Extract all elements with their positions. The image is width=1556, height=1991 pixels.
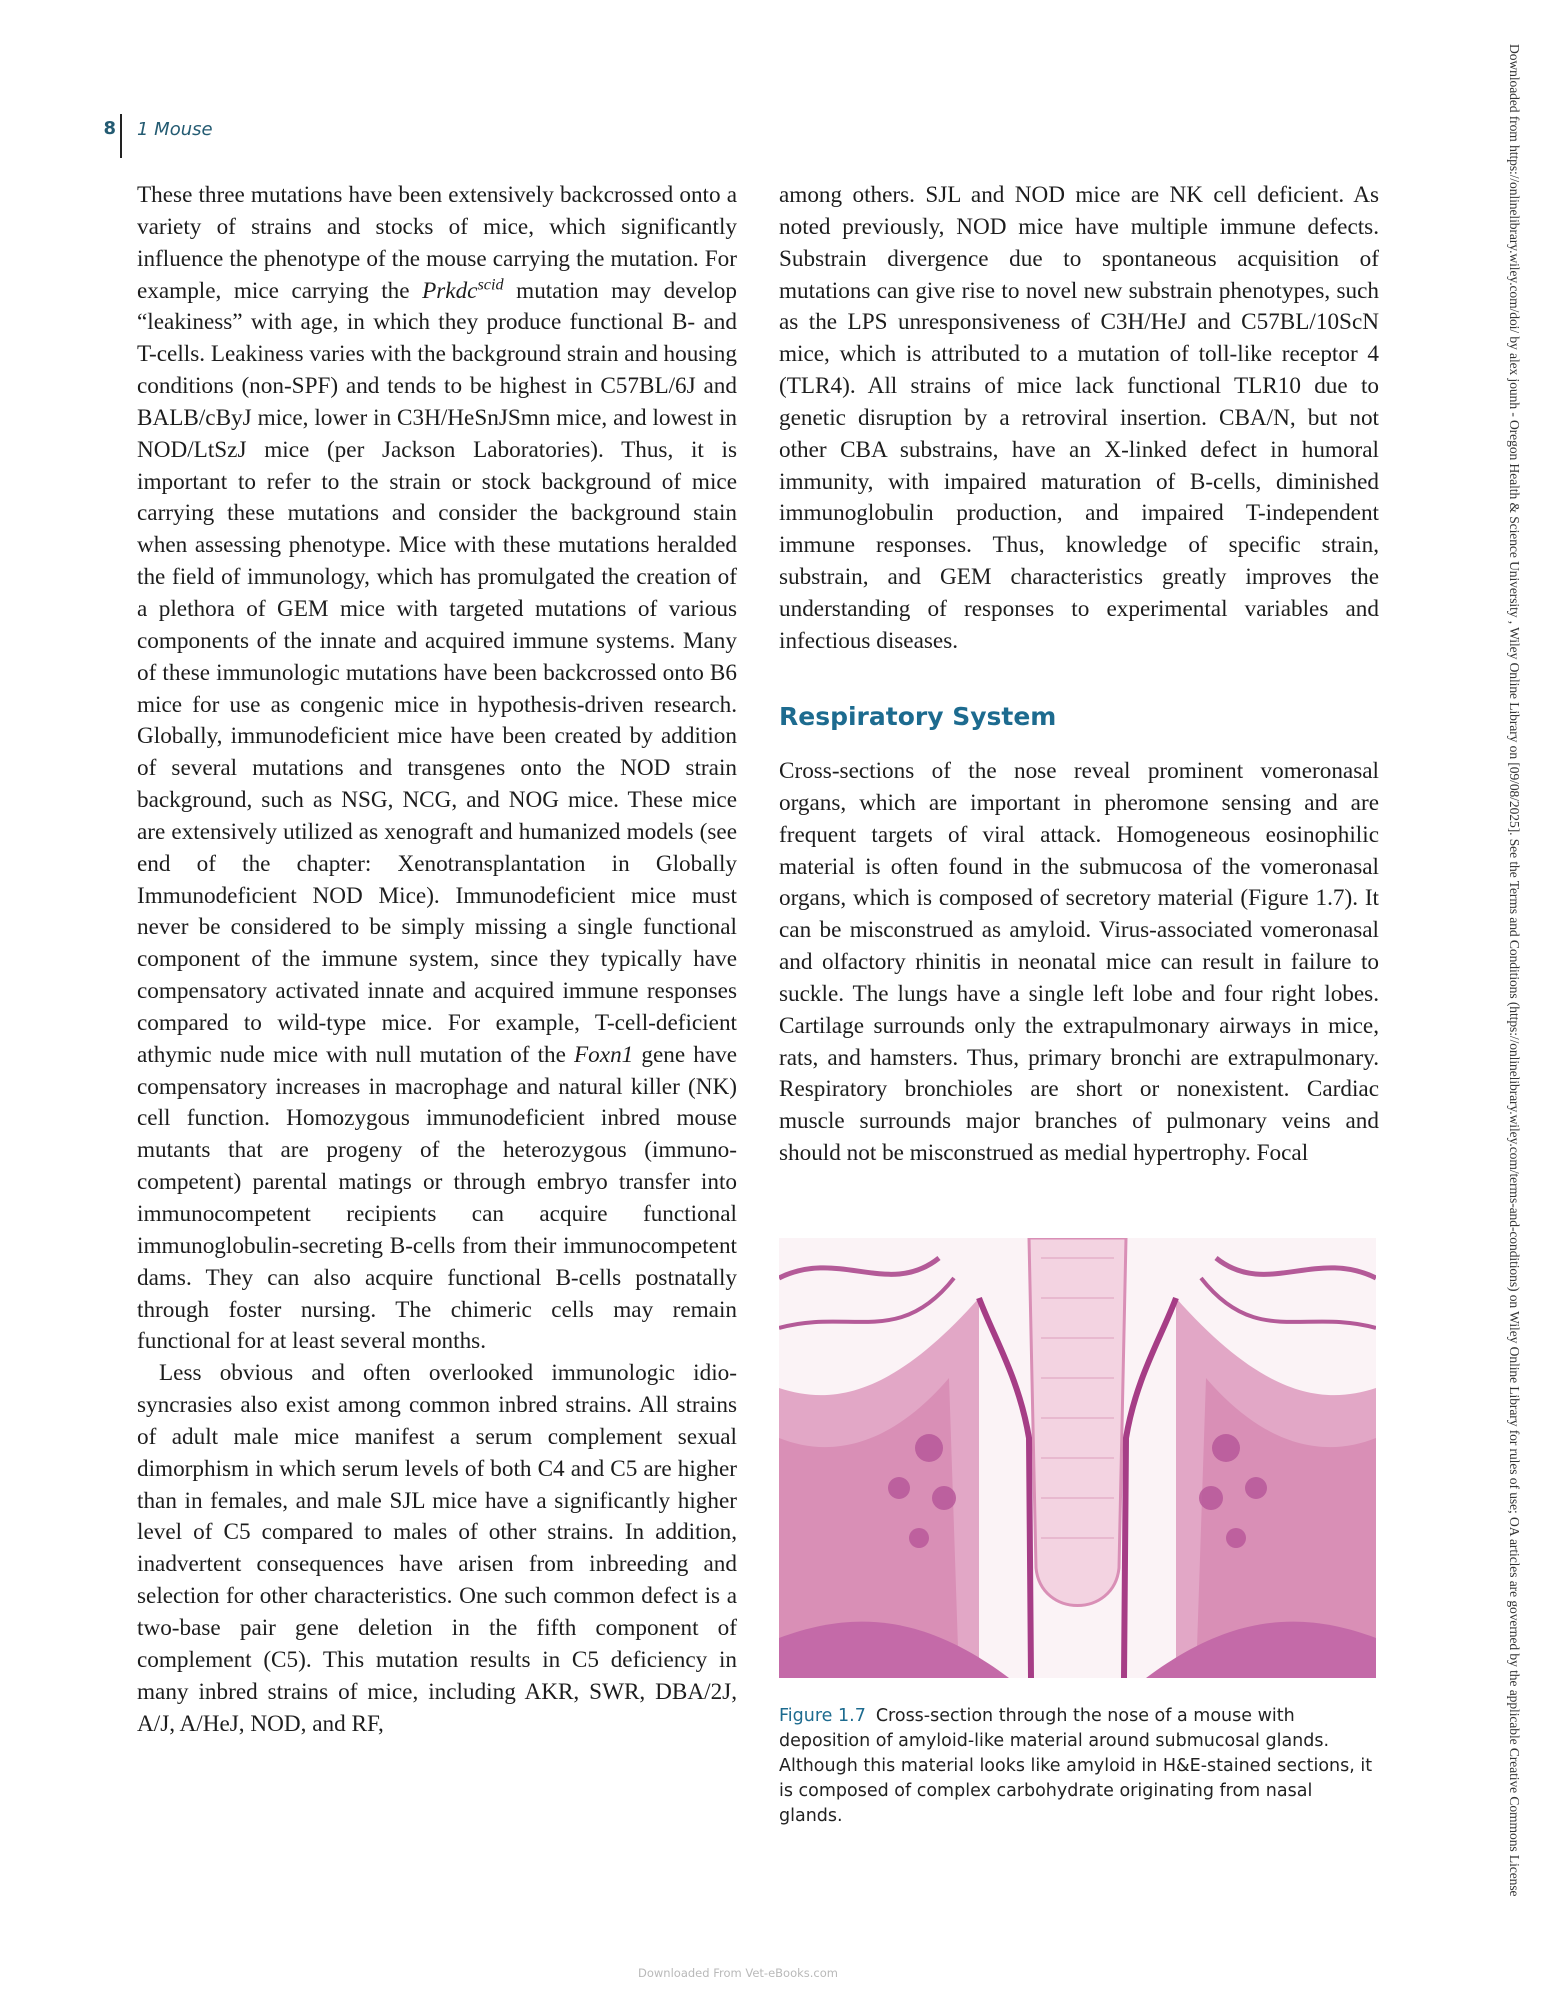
left-column: [137, 180, 737, 1740]
gene-foxn1: Foxn1: [574, 1041, 634, 1068]
footer-watermark: Downloaded From Vet-eBooks.com: [638, 1966, 838, 1980]
download-notice: Downloaded from https://onlinelibrary.wiley.com/doi/ by alex jounh - Oregon Health & Science University , Wiley Online Library on [09/08/2025]. See the Terms and Conditions (https://onlinelibrary.wiley.com/terms-and-conditions) on Wiley Online Library for rules of use; OA articles are governed by the applicable Creative Commons License: [1507, 44, 1522, 1897]
chapter-title: 1 Mouse: [137, 119, 213, 140]
running-header: [0, 118, 400, 158]
respiratory-column: [779, 756, 1379, 1170]
gene-prkdc: Prkdc: [422, 277, 478, 304]
right-paragraph-1: among others. SJL and NOD mice are NK cell deficient. As noted previously, NOD mice have multiple immune defects. Substrain divergence due to spontaneous acquisition of mutations can give rise to novel new substrain phenotypes, such as the LPS unresponsiveness of C3H/​HeJ and C57BL/10ScN mice, which is attributed to a mutation of toll-like receptor 4 (TLR4). All strains of mice lack functional TLR10 due to genetic disruption by a retroviral insertion. CBA/N, but not other CBA substrains, have an X-linked defect in humoral immunity, with impaired maturation of B-cells, diminished immunoglobulin production, and impaired T-independent immune responses. Thus, knowledge of specific strain, substrain, and GEM characteristics greatly improves the understanding of responses to experimental variables and infectious diseases.: [779, 182, 1379, 654]
figure-caption: [779, 1704, 1379, 1829]
figure-caption-text: Cross-section through the nose of a mouse with deposition of amyloid-like material around submucosal glands. Although this material looks like amyloid in H&E-stained sections, it is composed of complex carbohydrate originating from nasal glands.: [779, 1706, 1373, 1826]
histology-image: [779, 1238, 1376, 1678]
figure-label: Figure 1.7: [779, 1706, 866, 1726]
left-paragraph-1: These three mutations have been extensively backcrossed onto a variety of strains and stocks of mice, which significantly influence the phenotype of the mouse carrying the mutation. For example, mice carrying the Prkdc$^{scid}$ mutation may develop “leakiness” with age, in which they produce functional B- and T-cells. Leakiness varies with the background strain and housing conditions (non-SPF) and tends to be highest in C57BL/6J and BALB/cByJ mice, lower in C3H/HeSnJSmn mice, and lowest in NOD/LtSzJ mice (per Jackson Laboratories). Thus, it is important to refer to the strain or stock background of mice carrying these mutations and consider the background stain when assessing phenotype. Mice with these mutations heralded the field of immunology, which has promulgated the creation of a plethora of GEM mice with targeted mutations of various components of the innate and acquired immune systems. Many of these immunologic mutations have been backcrossed onto B6 mice for use as congenic mice in hypothesis-driven research. Globally, immunodeficient mice have been created by addition of several mutations and transgenes onto the NOD strain background, such as NSG, NCG, and NOG mice. These mice are extensively utilized as xenograft and humanized models (see end of the chapter: Xenotransplantation in Globally Immunodeficient NOD Mice). Immunodeficient mice must never be considered to be simply missing a single functional component of the immune system, since they typically have compensatory activated innate and acquired immune responses compared to wild-type mice. For example, T-cell-deficient athymic nude mice with null mutation of the Foxn1 gene have compensatory increases in macrophage and natural killer (NK) cell function. Homozygous immunodeficient inbred mouse mutants that are progeny of the heterozygous (immunocompetent) parental matings or through embryo transfer into immunocompetent recipients can acquire functional immunoglobulin-secreting B-cells from their immunocompetent dams. They can also acquire functional B-cells postnatally through foster nursing. The chimeric cells may remain functional for at least several months.: [137, 182, 738, 1355]
gene-superscript: scid: [477, 274, 504, 293]
left-paragraph-2: Less obvious and often overlooked immunologic idiosyncrasies also exist among common inbred strains. All strains of adult male mice manifest a serum complement sexual dimorphism in which serum levels of both C4 and C5 are higher than in females, and male SJL mice have a significantly higher level of C5 compared to males of other strains. In addition, inadvertent consequences have arisen from inbreeding and selection for other characteristics. One such common defect is a two-base pair gene deletion in the fifth component of complement (C5). This mutation results in C5 deficiency in many inbred strains of mice, including AKR, SWR, DBA/2J, A/J, A/HeJ, NOD, and RF,: [137, 1360, 737, 1737]
page-number: 8: [103, 118, 116, 139]
section-heading: Respiratory System: [779, 702, 1057, 731]
right-column-top: [779, 180, 1379, 658]
histology-figure: [779, 1238, 1376, 1678]
header-divider: [120, 114, 122, 158]
respiratory-paragraph: Cross-sections of the nose reveal prominent vomeronasal organs, which are important in pheromone sensing and are frequent targets of viral attack. Homogeneous eosinophilic material is often found in the submucosa of the vomeronasal organs, which is composed of secretory material (Figure 1.7). It can be misconstrued as amyloid. Virus-associated vomeronasal and olfactory rhinitis in neonatal mice can result in failure to suckle. The lungs have a single left lobe and four right lobes. Cartilage surrounds only the extrapulmonary airways in mice, rats, and hamsters. Thus, primary bronchi are extrapulmonary. Respiratory bronchioles are short or nonexistent. Cardiac muscle surrounds major branches of pulmonary veins and should not be misconstrued as medial hypertrophy. Focal: [779, 758, 1379, 1167]
